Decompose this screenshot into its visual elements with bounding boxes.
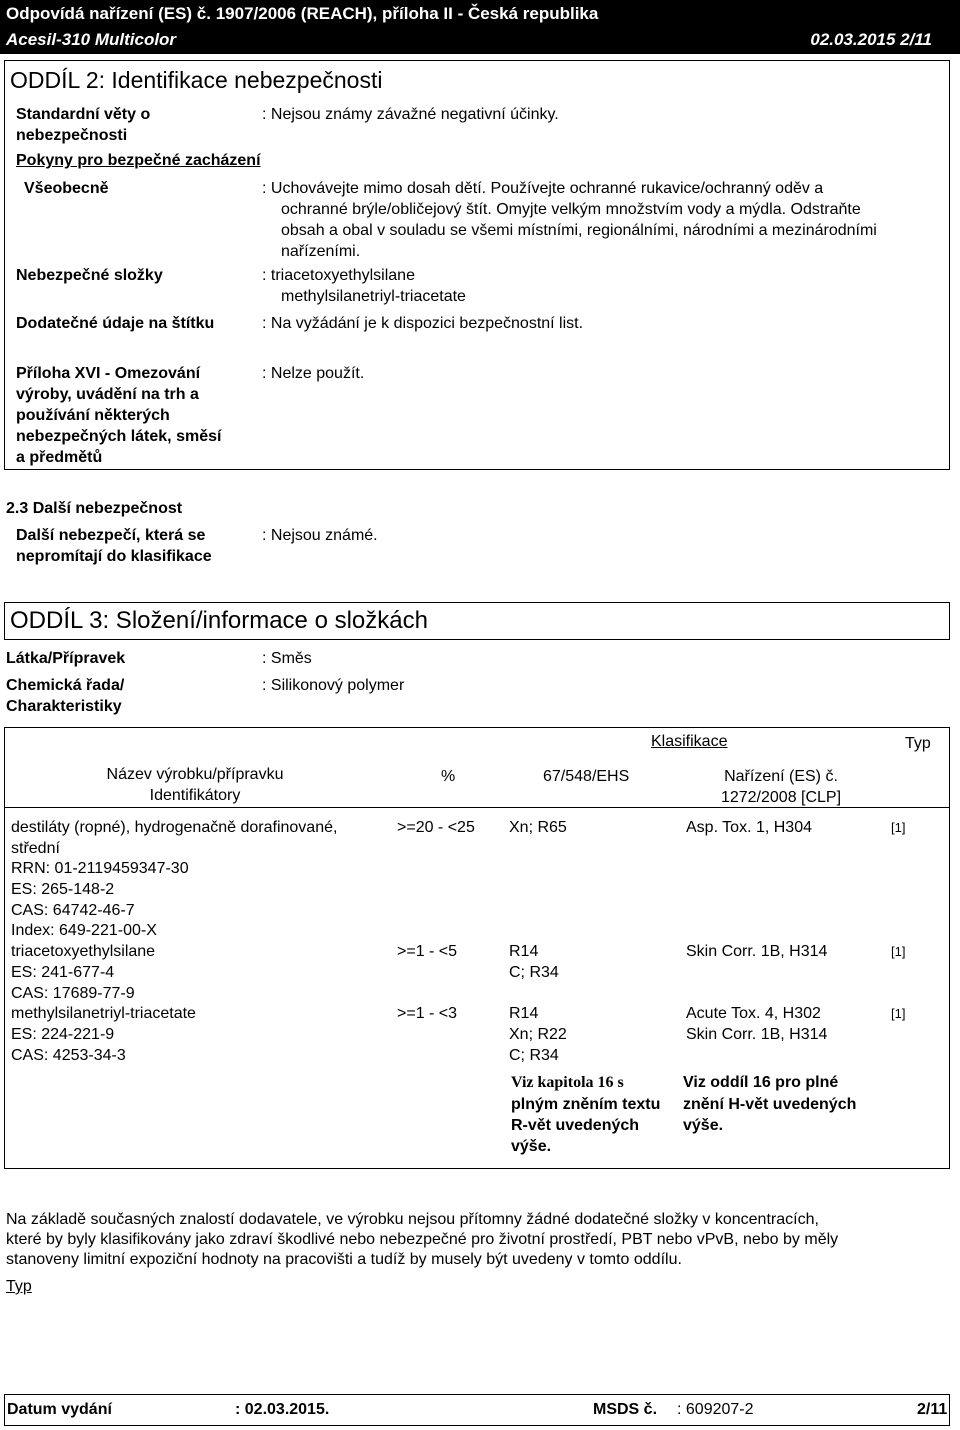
issue-label: Datum vydání xyxy=(7,1401,112,1418)
note-clp-2: znění H-vět uvedených xyxy=(683,1096,857,1113)
other-hazard-value: : Nejsou známé. xyxy=(262,527,378,544)
note-clp-1: Viz oddíl 16 pro plné xyxy=(683,1074,839,1091)
row2-percent: >=1 - <5 xyxy=(397,943,458,960)
row2-typ: [1] xyxy=(891,944,906,959)
product-name: Acesil-310 Multicolor xyxy=(6,30,177,49)
clp-header-2: 1272/2008 [CLP] xyxy=(720,789,842,806)
hazard-value-1: : triacetoxyethylsilane xyxy=(262,267,415,284)
chem-label-2: Charakteristiky xyxy=(6,698,122,715)
row3-name: methylsilanetriyl-triacetate xyxy=(11,1005,196,1022)
row1-es: ES: 265-148-2 xyxy=(11,881,115,898)
note-clp-3: výše. xyxy=(683,1117,724,1134)
footer-page: 2/11 xyxy=(917,1401,948,1418)
substance-value: : Směs xyxy=(262,650,312,667)
extra-value: : Na vyžádání je k dispozici bezpečnostní list. xyxy=(262,315,584,332)
row2-name: triacetoxyethylsilane xyxy=(11,943,156,960)
general-value-4: nařízeními. xyxy=(281,243,361,260)
row1-clp: Asp. Tox. 1, H304 xyxy=(686,819,812,836)
row3-es: ES: 224-221-9 xyxy=(11,1026,115,1043)
typ-heading: Typ xyxy=(905,735,931,752)
row2-es: ES: 241-677-4 xyxy=(11,964,115,981)
name-header-1: Název výrobku/přípravku xyxy=(106,766,284,783)
paragraph-line-2: které by byly klasifikovány jako zdraví škodlivé nebo nebezpečné pro životní prostředí, PBT nebo vPvB, nebo by měly xyxy=(6,1231,839,1248)
note-eec-2: plným zněním textu xyxy=(511,1096,661,1113)
general-label: Všeobecně xyxy=(24,180,109,197)
substance-label: Látka/Přípravek xyxy=(6,650,126,667)
row2-eec-2: C; R34 xyxy=(509,964,559,981)
annex-label-5: a předmětů xyxy=(16,449,103,466)
row3-eec-3: C; R34 xyxy=(509,1047,559,1064)
section-2-title: ODDÍL 2: Identifikace nebezpečnosti xyxy=(10,67,383,93)
msds-label: MSDS č. xyxy=(593,1401,658,1418)
section-3-title: ODDÍL 3: Složení/informace o složkách xyxy=(10,607,428,634)
row1-name-1: destiláty (ropné), hydrogenačně dorafinované, xyxy=(11,819,338,836)
annex-label-2: výroby, uvádění na trh a xyxy=(16,386,199,403)
paragraph-line-3: stanoveny limitní expoziční hodnoty na pracovišti a tudíž by musely být uvedeny v tomto oddílu. xyxy=(6,1251,682,1268)
annex-label-3: používání některých xyxy=(16,407,170,424)
row1-percent: >=20 - <25 xyxy=(397,819,475,836)
general-value-2: ochranné brýle/obličejový štít. Omyjte velkým množstvím vody a mýdla. Odstraňte xyxy=(281,201,861,218)
row3-cas: CAS: 4253-34-3 xyxy=(11,1047,126,1064)
other-hazard-label-1: Další nebezpečí, která se xyxy=(16,527,206,544)
note-eec-1: Viz kapitola 16 s xyxy=(511,1074,624,1091)
section-3-box xyxy=(4,602,950,640)
standard-label-1: Standardní věty o xyxy=(16,106,151,123)
row1-name-2: střední xyxy=(11,840,60,857)
row3-clp-1: Acute Tox. 4, H302 xyxy=(686,1005,821,1022)
row1-cas: CAS: 64742-46-7 xyxy=(11,902,135,919)
section-2-3-heading: 2.3 Další nebezpečnost xyxy=(6,500,183,517)
issue-value: : 02.03.2015. xyxy=(235,1401,330,1418)
clp-header-1: Nařízení (ES) č. xyxy=(724,768,838,785)
date-page: 02.03.2015 2/11 xyxy=(810,30,932,49)
paragraph-line-1: Na základě současných znalostí dodavatele, ve výrobku nejsou přítomny žádné dodatečné složky v koncentracích, xyxy=(6,1211,819,1228)
row2-cas: CAS: 17689-77-9 xyxy=(11,985,135,1002)
row2-eec-1: R14 xyxy=(509,943,539,960)
row1-rrn: RRN: 01-2119459347-30 xyxy=(11,860,189,877)
row3-typ: [1] xyxy=(891,1006,906,1021)
row3-eec-1: R14 xyxy=(509,1005,539,1022)
percent-header: % xyxy=(441,768,456,785)
row3-percent: >=1 - <3 xyxy=(397,1005,458,1022)
row1-eec: Xn; R65 xyxy=(509,819,567,836)
standard-label-2: nebezpečnosti xyxy=(16,127,128,144)
hazard-label: Nebezpečné složky xyxy=(16,267,163,284)
annex-value: : Nelze použít. xyxy=(262,365,365,382)
chem-value: : Silikonový polymer xyxy=(262,677,405,694)
row1-index: Index: 649-221-00-X xyxy=(11,922,157,939)
eec-header: 67/548/EHS xyxy=(543,768,630,785)
composition-table xyxy=(4,727,950,1169)
chem-label-1: Chemická řada/ xyxy=(6,677,125,694)
msds-value: : 609207-2 xyxy=(677,1401,754,1418)
document-footer xyxy=(4,1394,950,1426)
row2-clp: Skin Corr. 1B, H314 xyxy=(686,943,828,960)
typ-link[interactable]: Typ xyxy=(6,1278,32,1295)
klasifikace-heading: Klasifikace xyxy=(651,733,728,750)
note-eec-4: výše. xyxy=(511,1138,552,1155)
row3-clp-2: Skin Corr. 1B, H314 xyxy=(686,1026,828,1043)
precaution-heading: Pokyny pro bezpečné zacházení xyxy=(16,152,261,169)
name-header-2: Identifikátory xyxy=(149,787,241,804)
annex-label-1: Příloha XVI - Omezování xyxy=(16,365,201,382)
note-eec-3: R-vět uvedených xyxy=(511,1117,640,1134)
hazard-value-2: methylsilanetriyl-triacetate xyxy=(281,288,466,305)
other-hazard-label-2: nepromítají do klasifikace xyxy=(16,548,212,565)
annex-label-4: nebezpečných látek, směsí xyxy=(16,428,222,445)
regulation-text: Odpovídá nařízení (ES) č. 1907/2006 (REACH), příloha II - Česká republika xyxy=(6,4,599,23)
general-value-3: obsah a obal v souladu se všemi místními, regionálními, národními a mezinárodními xyxy=(281,222,877,239)
row1-typ: [1] xyxy=(891,820,906,835)
general-value-1: : Uchovávejte mimo dosah dětí. Používejte ochranné rukavice/ochranný oděv a xyxy=(262,180,824,197)
document-header xyxy=(0,0,960,54)
standard-value: : Nejsou známy závažné negativní účinky. xyxy=(262,106,559,123)
extra-label: Dodatečné údaje na štítku xyxy=(16,315,215,332)
row3-eec-2: Xn; R22 xyxy=(509,1026,567,1043)
